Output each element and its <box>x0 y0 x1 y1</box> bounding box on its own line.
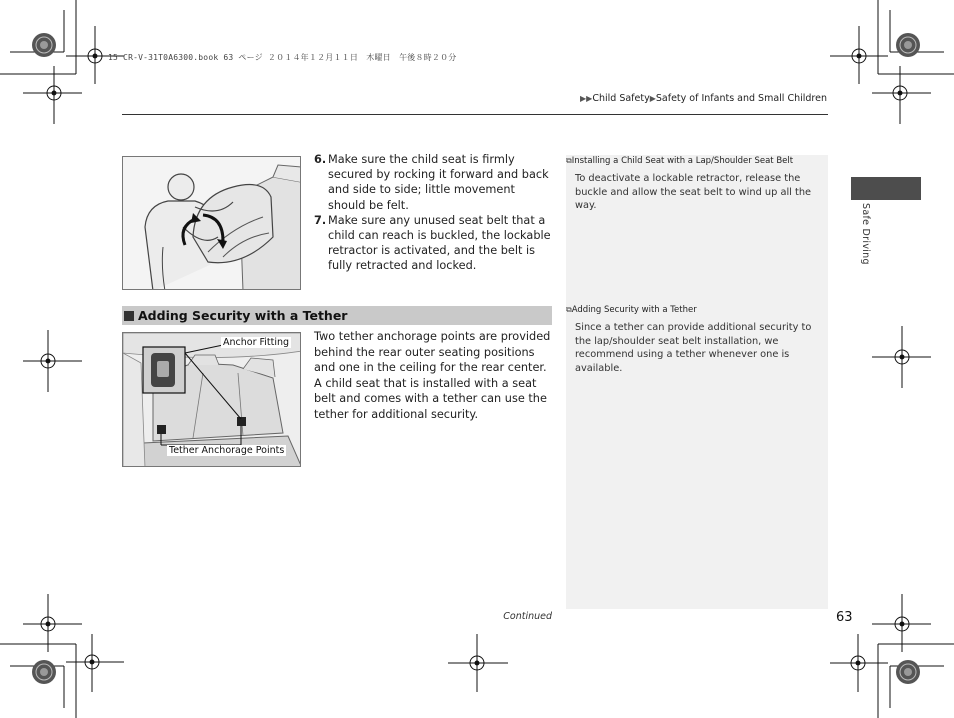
step-text: Make sure the child seat is firmly secured by rocking it forward and back and side to side; little movement should be felt. <box>328 153 549 212</box>
continued-label: Continued <box>503 611 552 622</box>
section-title: Adding Security with a Tether <box>138 308 348 323</box>
note-body: To deactivate a lockable retractor, release the buckle and allow the seat belt to wind up all the way. <box>575 173 812 212</box>
breadcrumb-arrow-icon: ▶ <box>649 94 656 103</box>
print-info: 15 CR-V-31T0A6300.book 63 ページ ２０１４年１２月１１日 木曜日 午後８時２０分 <box>108 53 457 62</box>
notes-panel <box>566 155 828 609</box>
breadcrumb-item-child-safety[interactable]: Child Safety <box>592 93 650 104</box>
header-rule <box>122 114 828 115</box>
step-number: 6. <box>314 153 327 166</box>
section-heading <box>122 306 552 325</box>
step-item <box>314 213 552 274</box>
tether-anchor-illustration <box>122 332 301 467</box>
note-title: Installing a Child Seat with a Lap/Shoulder Seat Belt <box>571 156 794 166</box>
section-body: Two tether anchorage points are provided behind the rear outer seating positions and one in the ceiling for the rear center. A child seat that is installed with a seat belt and comes with a tether can use the tether for additional security. <box>314 330 551 421</box>
steps-list <box>314 152 552 274</box>
note-heading <box>566 156 793 166</box>
side-tab-label: Safe Driving <box>860 203 871 265</box>
section-square-icon <box>124 311 134 321</box>
child-seat-illustration <box>122 156 301 290</box>
breadcrumb-arrow-icon: ▶▶ <box>580 94 593 103</box>
note-arrow-icon: ⧉ <box>566 156 572 165</box>
anchor-fitting-label: Anchor Fitting <box>223 337 290 348</box>
step-number: 7. <box>314 213 327 227</box>
note-title: Adding Security with a Tether <box>571 305 697 315</box>
tether-anchorage-label: Tether Anchorage Points <box>169 445 285 456</box>
side-tab[interactable] <box>851 177 921 200</box>
page-number: 63 <box>836 610 853 625</box>
breadcrumb <box>565 93 827 104</box>
note-arrow-icon: ⧉ <box>566 305 572 314</box>
child-seat-drawing <box>123 157 301 290</box>
note-body: Since a tether can provide additional security to the lap/shoulder seat belt installation, we recommend using a tether whenever one is available. <box>575 322 812 374</box>
step-text: Make sure any unused seat belt that a child can reach is buckled, the lockable retractor is activated, and the belt is fully retracted and locked. <box>328 213 551 273</box>
breadcrumb-item-safety-infants[interactable]: Safety of Infants and Small Children <box>655 93 827 104</box>
step-item <box>314 152 552 213</box>
note-heading <box>566 305 697 315</box>
